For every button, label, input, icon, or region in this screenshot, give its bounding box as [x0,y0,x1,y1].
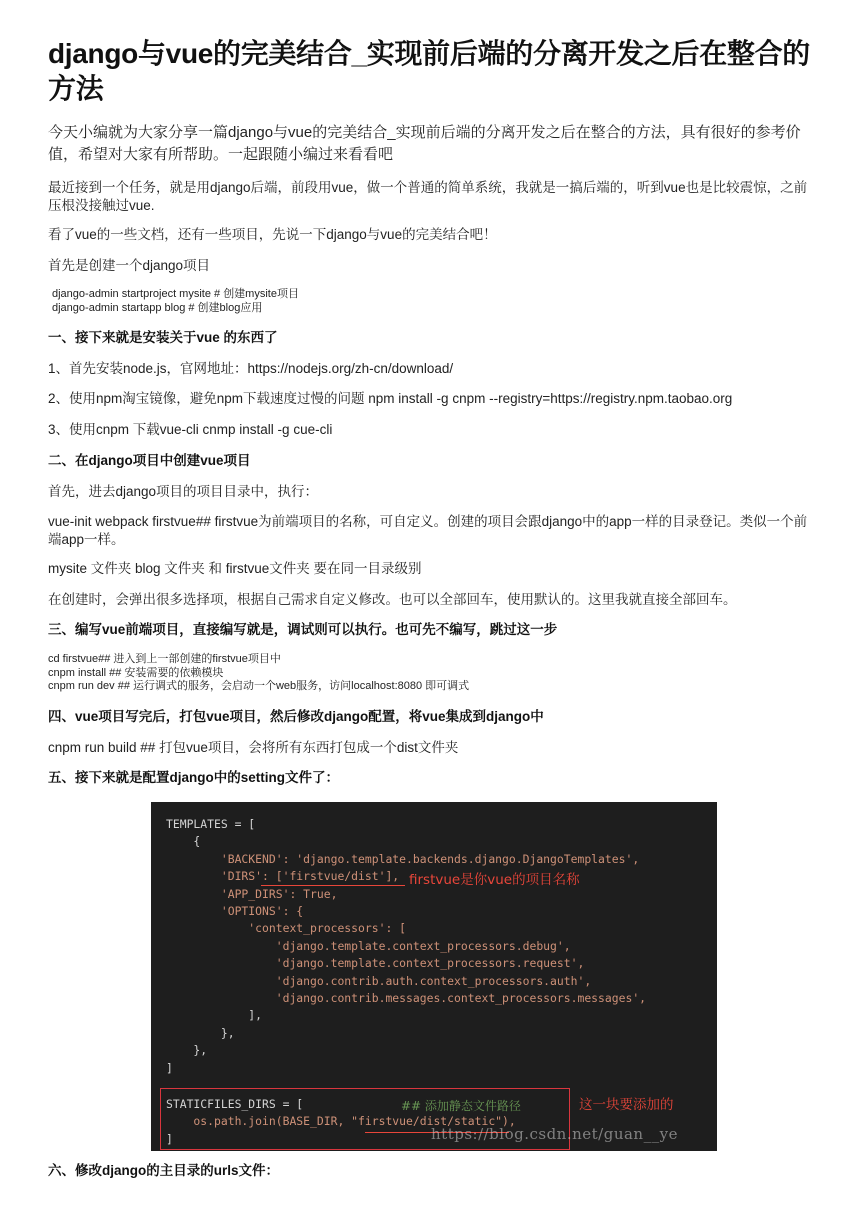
code-line: 'django.template.context_processors.request', [166,956,585,971]
heading-build-integrate: 四、vue项目写完后，打包vue项目，然后修改django配置，将vue集成到django中 [48,709,544,724]
intro-paragraph: 今天小编就为大家分享一篇django与vue的完美结合_实现前后端的分离开发之后在整合的方法，具有很好的参考价值，希望对大家有所帮助。一起跟随小编过来看看吧 [48,124,801,163]
code-line: 'django.template.context_processors.debug', [166,938,571,953]
code-line: cnpm run dev ## 运行调式的服务，会启动一个web服务，访问localhost:8080 即可调式 [48,680,470,692]
paragraph-options: 在创建时，会弹出很多选择项，根据自己需求自定义修改。也可以全部回车，使用默认的。这里我就直接全部回车。 [48,592,737,607]
page-title: django与vue的完美结合_实现前后端的分离开发之后在整合的方法 [48,38,810,104]
paragraph-enter-dir: 首先，进去django项目的项目目录中，执行： [48,484,319,499]
heading-write-frontend: 三、编写vue前端项目，直接编写就是，调试则可以执行。也可先不编写，跳过这一步 [48,622,558,637]
dirs-underline [261,885,405,886]
code-line: django-admin startapp blog # 创建blog应用 [52,301,263,314]
paragraph-folders: mysite 文件夹 blog 文件夹 和 firstvue文件夹 要在同一目录级别 [48,561,422,576]
code-line: django-admin startproject mysite # 创建mysite项目 [52,288,299,300]
paragraph-create-project: 首先是创建一个django项目 [48,258,211,273]
step-npm-mirror: 2、使用npm淘宝镜像，避免npm下载速度过慢的问题 npm install -g cnpm --registry=https://registry.npm.taobao.org [48,391,733,406]
code-line: }, [166,1043,208,1058]
heading-settings: 五、接下来就是配置django中的setting文件了： [48,770,339,785]
code-line: ] [166,1060,173,1075]
code-line: 'django.contrib.auth.context_processors.auth', [166,973,592,988]
code-screenshot-templates [166,816,646,1077]
code-line-static-path: os.path.join(BASE_DIR, "firstvue/dist/static"), [166,1114,516,1129]
code-block-django [52,288,299,315]
step-install-node: 1、首先安装node.js，官网地址：https://nodejs.org/zh-cn/download/ [48,361,454,376]
code-line: 'django.contrib.messages.context_processors.messages', [166,991,647,1006]
heading-create-vue: 二、在django项目中创建vue项目 [48,453,251,468]
code-line: cd firstvue## 进入到上一部创建的firstvue项目中 [48,653,281,665]
code-line: 'APP_DIRS': True, [166,886,338,901]
code-line: 'BACKEND': 'django.template.backends.django.DjangoTemplates', [166,851,640,866]
code-line: ] [166,1131,173,1146]
step-vue-cli: 3、使用cnpm 下载vue-cli cnmp install -g cue-cli [48,422,333,437]
code-line: TEMPLATES = [ [166,817,256,831]
heading-urls: 六、修改django的主目录的urls文件： [48,1163,280,1178]
code-line-dirs: 'DIRS': ['firstvue/dist'], [166,869,400,884]
paragraph-docs: 看了vue的一些文档，还有一些项目，先说一下django与vue的完美结合吧！ [48,227,497,242]
heading-install-vue: 一、接下来就是安装关于vue 的东西了 [48,330,278,345]
paragraph-build: cnpm run build ## 打包vue项目，会将所有东西打包成一个dist文件夹 [48,740,459,755]
paragraph-task: 最近接到一个任务，就是用django后端，前段用vue，做一个普通的简单系统，我就是一搞后端的，听到vue也是比较震惊，之前压根没接触过vue. [48,180,808,213]
annotation-added-block: 这一块要添加的 [579,1097,674,1113]
code-line: 'OPTIONS': { [166,904,304,919]
code-block-cnpm [48,653,469,694]
code-comment-static: ## 添加静态文件路径 [401,1099,521,1113]
code-line: cnpm install ## 安装需要的依赖模块 [48,666,224,679]
code-line: }, [166,1025,235,1040]
code-line: ], [166,1008,263,1023]
code-line-staticfiles: STATICFILES_DIRS = [ [166,1097,304,1111]
paragraph-vue-init: vue-init webpack firstvue## firstvue为前端项目的名称，可自定义。创建的项目会跟django中的app一样的目录登记。类似一个前端app一样。 [48,514,808,547]
annotation-project-name: firstvue是你vue的项目名称 [409,872,580,888]
code-line: { [166,834,201,849]
code-screenshot [151,802,717,1151]
code-line: 'context_processors': [ [166,921,407,936]
watermark: https://blog.csdn.net/guan__ye [431,1125,678,1143]
